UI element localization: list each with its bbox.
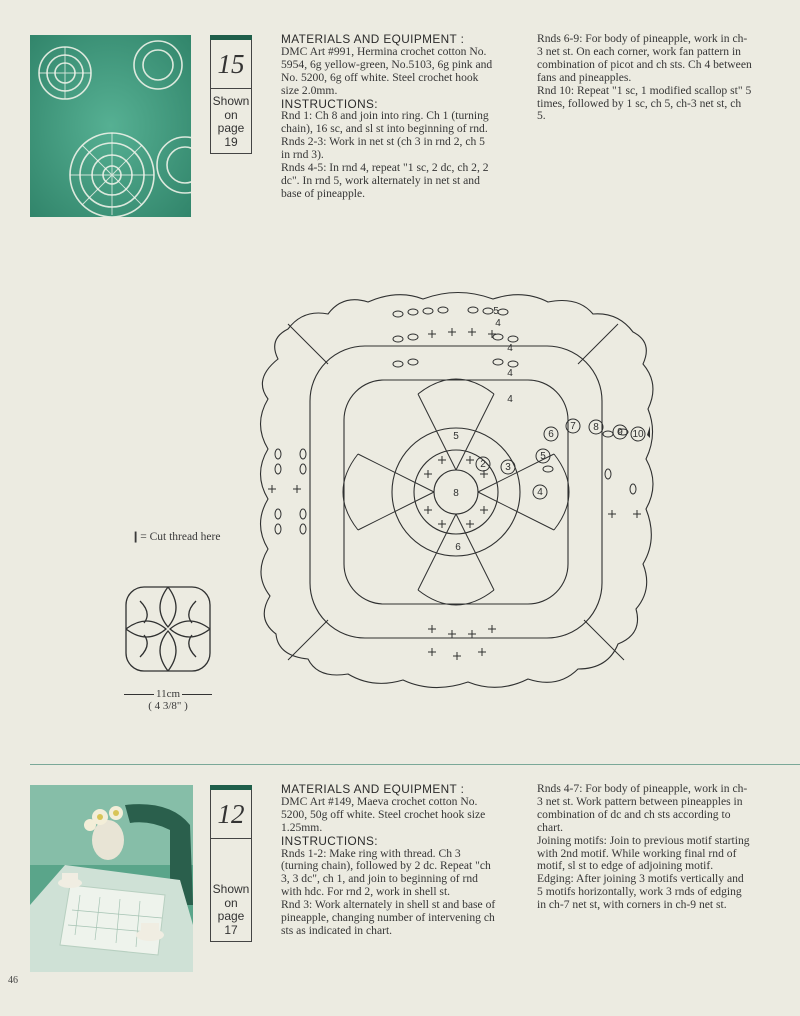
shown-page-number: 19 <box>224 134 238 149</box>
page-label: page <box>217 121 245 135</box>
shown-label: Shown <box>212 94 250 108</box>
shown-on-page <box>210 839 252 942</box>
pattern-tag-15 <box>210 35 252 154</box>
cut-thread-icon: ❙ <box>131 530 141 543</box>
instruction-paragraph: Edging: After joining 3 motifs vertically and 5 motifs horizontally, work 3 rnds of edging in ch-7 net st, with corners in ch-9 net st. <box>537 872 744 912</box>
section-heading: INSTRUCTIONS: <box>281 833 378 848</box>
size-cm: 11cm <box>155 688 181 700</box>
round-label-inner-5: 5 <box>453 431 459 442</box>
round-label-top-4: 4 <box>507 343 513 354</box>
instructions-col-2 <box>537 783 752 912</box>
instruction-paragraph: Rnd 3: Work alternately in shell st and base of pineapple, changing number of intervening ch sts as indicated in chart. <box>281 898 496 937</box>
round-label-top-5: 5 <box>493 306 499 317</box>
cut-thread-legend <box>131 530 220 543</box>
pattern-number: 15 <box>210 40 252 89</box>
instructions-col-2 <box>537 33 752 123</box>
round-label-bottom-6: 6 <box>455 542 461 553</box>
instruction-paragraph: Rnds 1-2: Make ring with thread. Ch 3 (turning chain), followed by 2 dc. Repeat "ch 3, 3 dc", ch 1, and join to beginning of rnd with hdc. For rnd 2, work in shell st. <box>281 846 491 899</box>
table-photo-12 <box>30 785 193 972</box>
round-label-8: 8 <box>593 422 599 433</box>
round-label-9: 9 <box>617 427 623 438</box>
section-divider <box>30 764 800 765</box>
instruction-paragraph: DMC Art #149, Maeva crochet cotton No. 5200, 50g off white. Steel crochet hook size 1.25mm. <box>281 794 486 834</box>
size-dimension <box>124 688 212 712</box>
round-label-5: 5 <box>540 451 546 462</box>
instruction-paragraph: Rnds 6-9: For body of pineapple, work in ch-3 net st. On each corner, work fan pattern in combination of picot and ch sts. Ch 4 between fans and pineapples. <box>537 32 752 84</box>
section-heading: MATERIALS AND EQUIPMENT : <box>281 782 465 796</box>
crochet-chart <box>248 284 668 699</box>
instruction-paragraph: Rnd 1: Ch 8 and join into ring. Ch 1 (turning chain), 16 sc, and sl st into beginning of rnd. <box>281 109 489 136</box>
round-label-6: 6 <box>548 429 554 440</box>
motif-outline <box>122 583 214 675</box>
page-label: page <box>217 909 245 923</box>
doily-photo-image <box>30 35 191 217</box>
round-label-mid-4: 4 <box>507 368 513 379</box>
instruction-paragraph: Rnd 10: Repeat "1 sc, 1 modified scallop st" 5 times, followed by 1 sc, ch 5, ch-3 net st, ch 5. <box>537 83 752 123</box>
round-label-4: 4 <box>537 487 543 498</box>
round-label-3: 3 <box>505 462 511 473</box>
size-inches: ( 4 3/8" ) <box>148 700 188 712</box>
pattern-number: 12 <box>210 790 252 839</box>
instruction-paragraph: Joining motifs: Join to previous motif starting with 2nd motif. While working final rnd of motif, sl st to edge of adjoining motif. <box>537 833 750 873</box>
instruction-paragraph: Rnds 2-3: Work in net st (ch 3 in rnd 2, ch 5 in rnd 3). <box>281 135 485 162</box>
shown-on-page <box>210 89 252 154</box>
instruction-paragraph: DMC Art #991, Hermina crochet cotton No. 5954, 6g yellow-green, No.5103, 6g pink and No. 5200, 6g off white. Steel crochet hook size 2.0mm. <box>281 44 493 97</box>
page-number: 46 <box>8 975 18 986</box>
on-label: on <box>224 107 238 122</box>
round-label-center: 8 <box>453 488 459 499</box>
round-label-mid-4b: 4 <box>507 394 513 405</box>
instructions-col-1 <box>281 783 496 938</box>
instructions-col-1 <box>281 33 496 201</box>
shown-page-number: 17 <box>224 922 238 937</box>
round-label-10: 10 <box>632 429 644 440</box>
section-heading: INSTRUCTIONS: <box>281 96 378 111</box>
round-label-2: 2 <box>480 459 486 470</box>
doily-photo-15 <box>30 35 191 217</box>
round-label-7: 7 <box>570 421 576 432</box>
round-label-top-4b: 4 <box>495 318 501 329</box>
instruction-paragraph: Rnds 4-7: For body of pineapple, work in ch-3 net st. Work pattern between pineapples in combination of dc and ch sts according to chart. <box>537 782 748 834</box>
instruction-paragraph: Rnds 4-5: In rnd 4, repeat "1 sc, 2 dc, ch 2, 2 dc". In rnd 5, work alternately in net st and base of pineapple. <box>281 161 489 200</box>
cut-thread-marker <box>647 426 650 438</box>
on-label: on <box>224 895 238 910</box>
shown-label: Shown <box>212 882 250 896</box>
table-photo-image <box>30 785 193 972</box>
section-heading: MATERIALS AND EQUIPMENT : <box>281 32 465 46</box>
pattern-tag-12 <box>210 785 252 942</box>
legend-text: = Cut thread here <box>140 531 221 543</box>
